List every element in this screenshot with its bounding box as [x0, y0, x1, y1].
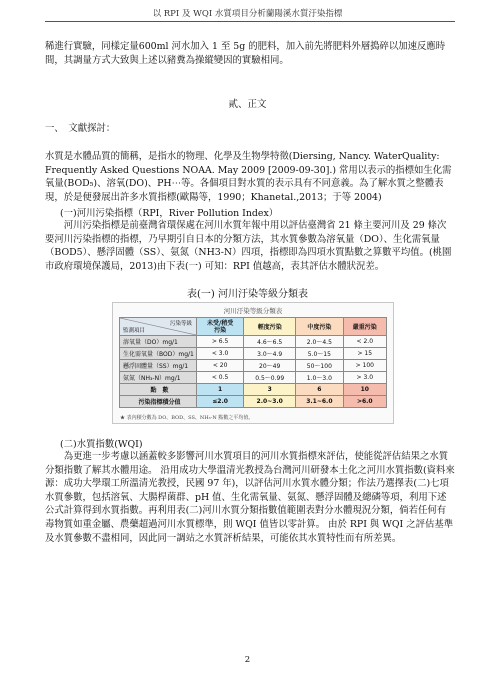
table-caption: 表(一) 河川汙染等級分類表	[187, 289, 308, 300]
table-row	[120, 372, 387, 384]
index-cell: 3.1~6.0	[296, 396, 343, 408]
table-inner-title: 河川汙染等級分類表	[223, 307, 283, 315]
points-cell: 1	[197, 384, 244, 396]
table-cell: 0.5～0.99	[244, 372, 296, 384]
table-cell: > 15	[343, 348, 386, 360]
table-cell: 3.0～4.9	[244, 348, 296, 360]
table-cell: < 2.0	[343, 336, 386, 348]
paragraph-water-quality: 水質是水體品質的簡稱，是指水的物理、化學及生物學特徵(Diersing, Nancy. WaterQuality: Frequently Asked Questions NOAA. May 2009 [2009-09-30].) 常用以表示的指標如生化需氧量(BOD₅)、溶氧(DO)、PH⋯等。各個項目對水質的表示具有不同意義。為了解水質之整體表現，於是便發展出許多水質指標(歐陽等，1990；Khanetal.,2013；于等 2004)	[45, 151, 452, 203]
header-rule	[45, 21, 455, 22]
paragraph-rpi: 河川污染指標是前臺灣省環保處在河川水質年報中用以評估臺灣省 21 條主要河川及 29 條次要河川污染指標的指標，乃早期引自日本的分類方法，其水質參數為溶氧量（DO）、生化需氧量（BOD5）、懸浮固體（SS）、氨氮（NH3-N）四項，指標即為四項水質點數之算數平均值。(桃園市政府環境保護局，2013)由下表(一) 可知：RPI 值越高，表其評估水體狀況差。	[45, 220, 452, 272]
intro-paragraph: 稀進行實驗，同樣定量600ml 河水加入 1 至 5g 的肥料，加入前先將肥料外層搗碎以加速反應時間，其調量方式大致與上述以豬糞為操縱變因的實驗相同。	[45, 41, 446, 66]
table-footnote: ★ 表內積分數為 DO、BOD、SS、NH₃-N 點數之平均值。	[120, 415, 254, 421]
table-row	[120, 360, 387, 372]
index-label: 污染指標積分值	[120, 396, 197, 408]
table-cell: > 100	[343, 360, 386, 372]
grade-header: 嚴重污染	[343, 318, 386, 336]
paragraph-wqi: 為更進一步考慮以涵蓋較多影響河川水質項目的河川水質指標來評估，使能從評估結果之水質分類指數了解其水體用途。 沿用成功大學溫清光教授為台灣河川研發本土化之河川水質指數(資料來源：成功大學環工所溫清光教授，民國 97 年)，以評估河川水質水體分類；作法乃選擇表(二)七項水質參數，包括溶氧、大腸桿菌群、pH 值、生化需氧量、氨氮、懸浮固體及總磷等項，利用下述公式計算得到水質指數。再利用表(二)河川水質分類指數值範圍表對分水體現況分類，倘若任何有毒物質如重金屬、農藥超過河川水質標準，則 WQI 值皆以零計算。 由於 RPI 與 WQI 之評估基準及水質參數不盡相同，因此同一調站之水質評析結果，可能依其水質特性而有所差異。	[45, 451, 455, 544]
table-cell: 2.0～4.5	[296, 336, 343, 348]
subsection-heading: 一、 文獻探討：	[45, 123, 116, 134]
index-cell: ≤2.0	[197, 396, 244, 408]
grade-header: 未受/稍受 污染	[197, 318, 244, 336]
table-cell: 20～49	[244, 360, 296, 372]
index-row	[120, 396, 387, 408]
points-cell: 3	[244, 384, 296, 396]
table-row	[120, 336, 387, 348]
index-cell: >6.0	[343, 396, 386, 408]
corner-top-label: 污染等級	[169, 321, 192, 327]
corner-bottom-label: 監測項目	[123, 328, 146, 334]
table-cell: 5.0～15	[296, 348, 343, 360]
page-number: 2	[244, 655, 251, 665]
table-cell: > 3.0	[343, 372, 386, 384]
grade-table	[119, 317, 387, 408]
table-cell: < 3.0	[197, 348, 244, 360]
grade-header: 中度污染	[296, 318, 343, 336]
points-row	[120, 384, 387, 396]
row-label: 生化需氧量（BOD）mg/1	[120, 348, 197, 360]
section-heading: 貳、正文	[228, 99, 267, 110]
points-cell: 6	[296, 384, 343, 396]
sub2-heading: (二)水質指數(WQI)	[60, 439, 143, 450]
table-cell: 1.0～3.0	[296, 372, 343, 384]
table-cell: < 20	[197, 360, 244, 372]
table-row	[120, 348, 387, 360]
table-cell: < 0.5	[197, 372, 244, 384]
row-label: 氨氮（NH₃-N）mg/1	[120, 372, 197, 384]
table-cell: 50～100	[296, 360, 343, 372]
table-cell: > 6.5	[197, 336, 244, 348]
sub1-heading: (一)河川污染指標（RPI，River Pollution Index）	[60, 208, 279, 219]
river-pollution-table	[112, 302, 394, 424]
grade-header: 輕度污染	[244, 318, 296, 336]
table-cell: 4.6～6.5	[244, 336, 296, 348]
index-cell: 2.0~3.0	[244, 396, 296, 408]
row-label: 溶氧量（DO）mg/1	[120, 336, 197, 348]
row-label: 懸浮固體量（SS）mg/1	[120, 360, 197, 372]
running-header: 以 RPI 及 WQI 水質項目分析蘭陽溪水質汙染指標	[152, 9, 343, 19]
points-cell: 10	[343, 384, 386, 396]
points-label: 點 數	[120, 384, 197, 396]
table-corner-cell	[120, 318, 197, 336]
